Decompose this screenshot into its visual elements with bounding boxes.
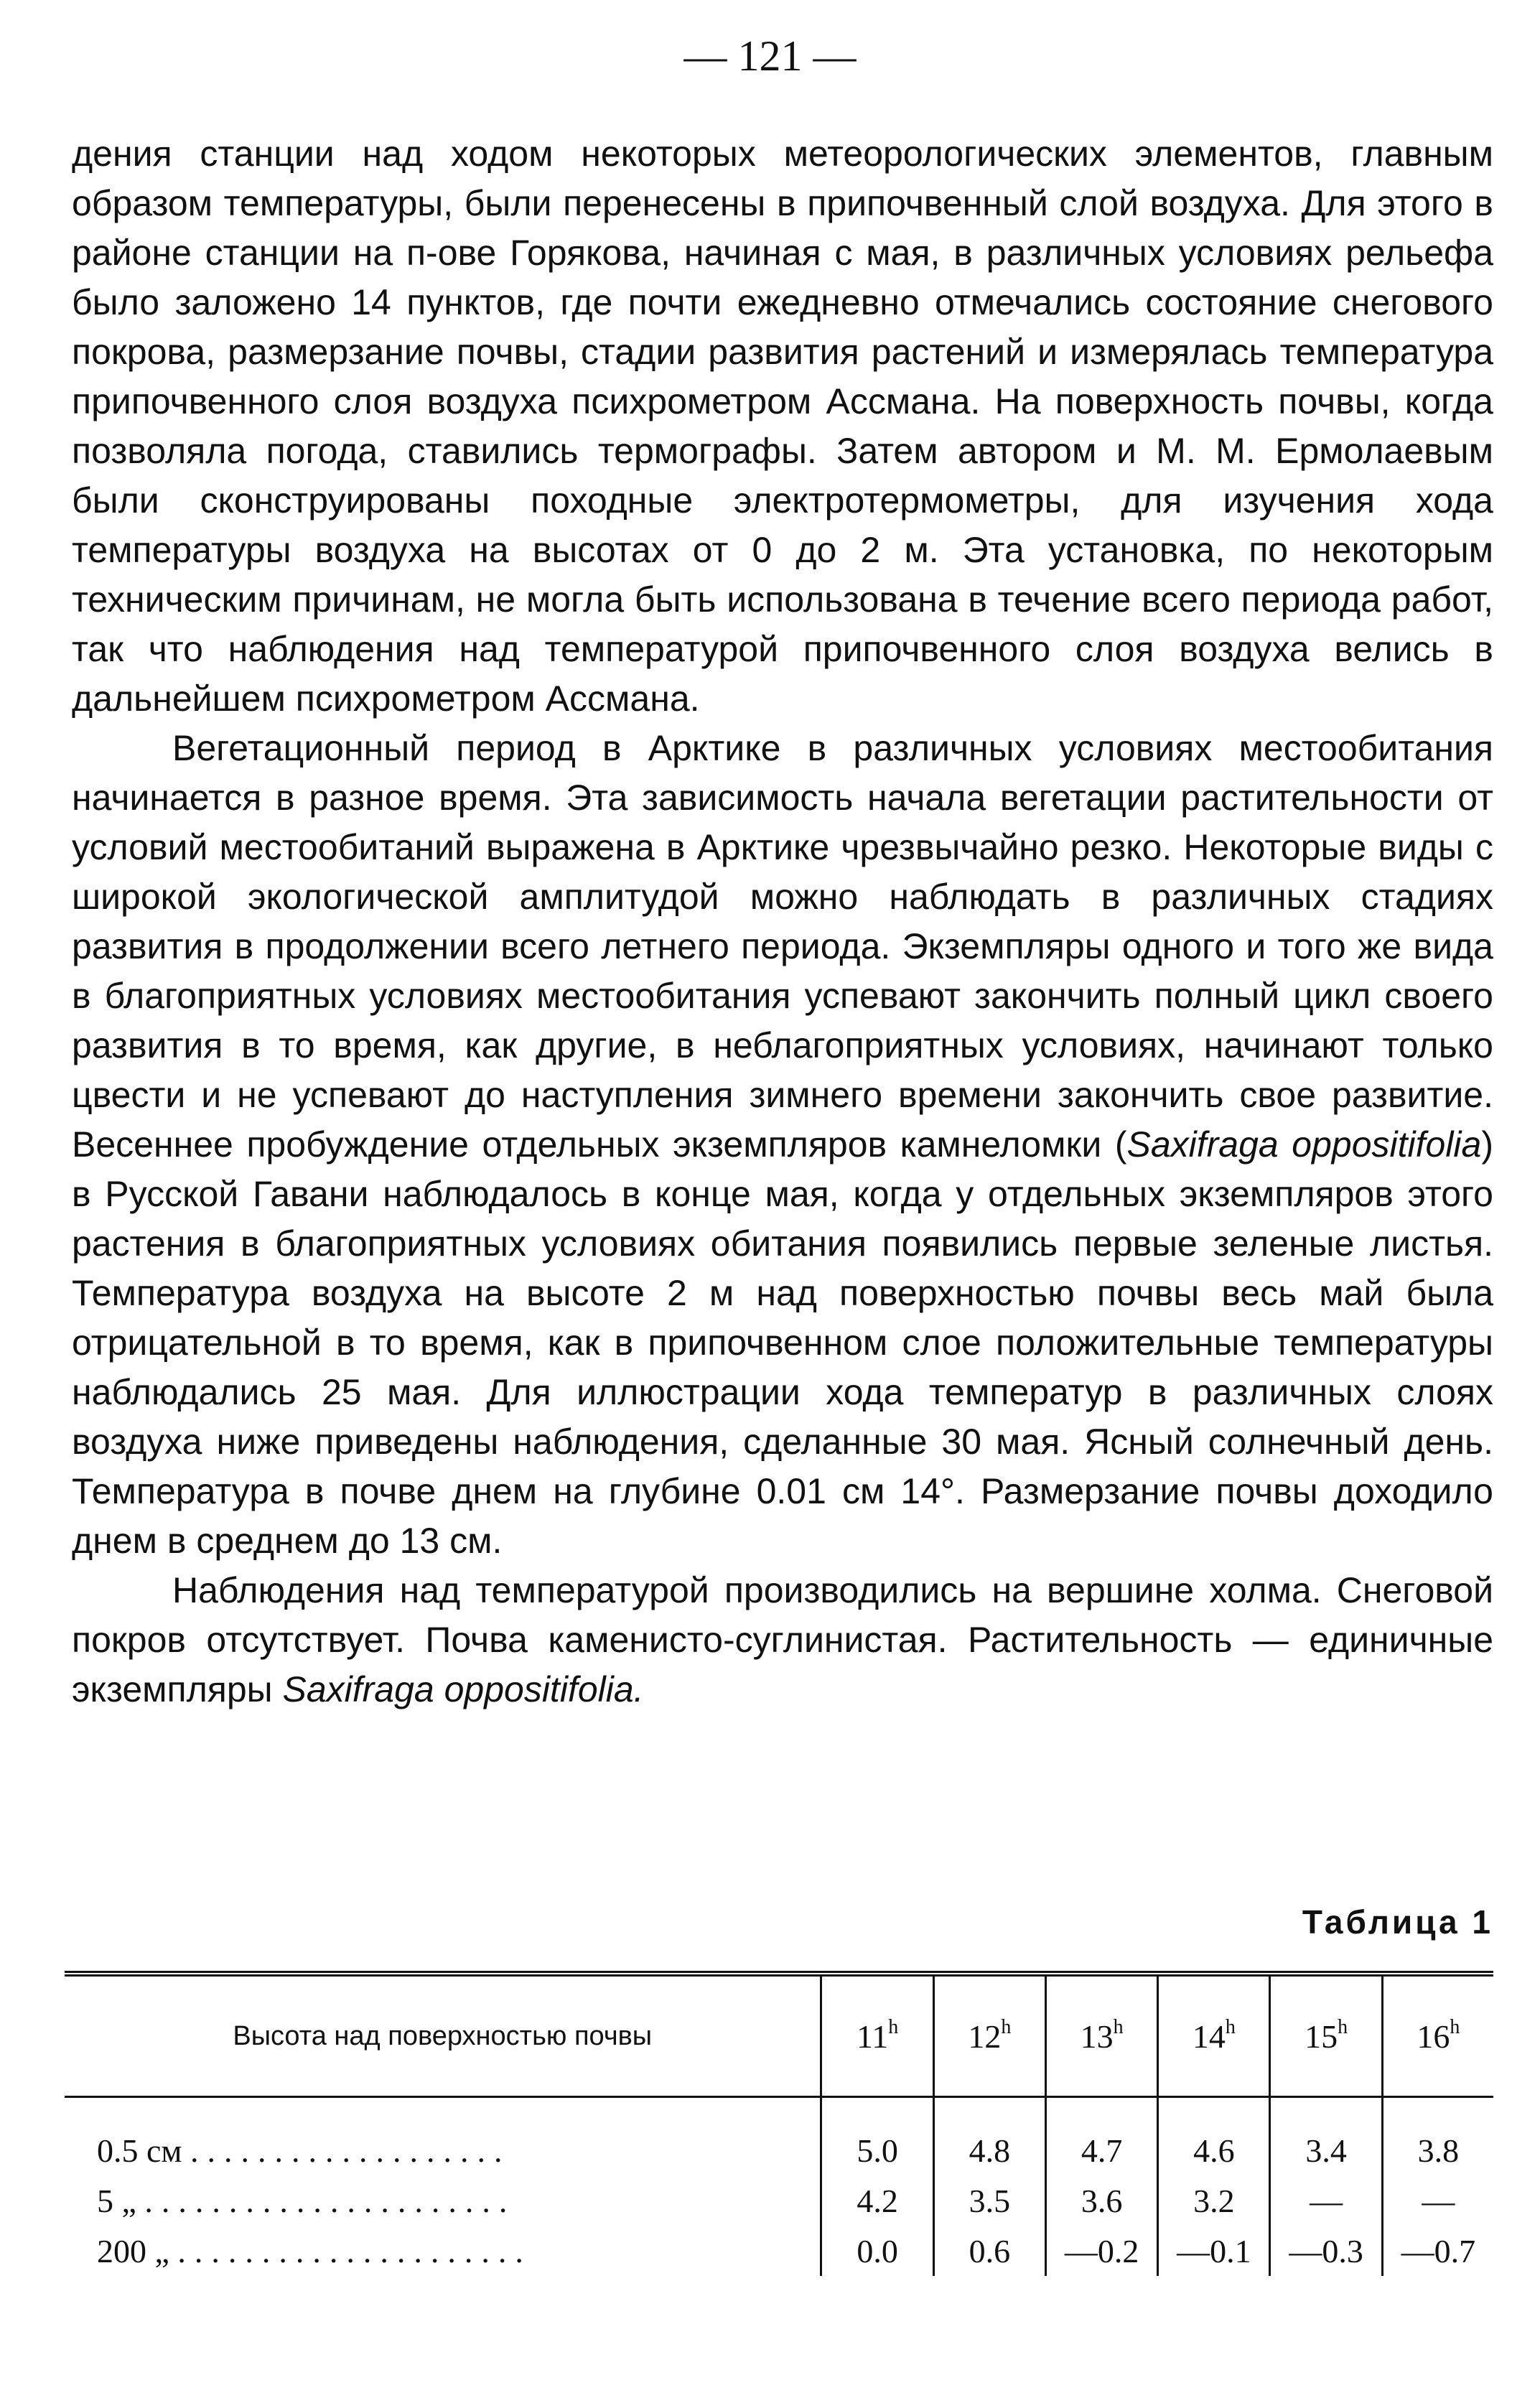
paragraph-2 (72, 724, 1493, 1566)
hour-column-header: 15$^h$ (1270, 1974, 1382, 2097)
table-cell: — (1270, 2175, 1382, 2226)
table-cell: 0.6 (933, 2226, 1045, 2276)
paragraph-3-text-a: Наблюдения над температурой производились на вершине холма. Снеговой покров отсутствует. Почва каменисто-суглинистая. Растительность — единичные экземпляры (72, 1570, 1493, 1709)
table-cell: — (1382, 2175, 1493, 2226)
hour-column-header: 11$^h$ (821, 1974, 933, 2097)
species-name: Saxifraga oppositifolia (1126, 1124, 1482, 1165)
table-cell: —0.2 (1045, 2226, 1157, 2276)
table-cell: 3.5 (933, 2175, 1045, 2226)
hour-column-header: 12$^h$ (933, 1974, 1045, 2097)
table-row (65, 2097, 1493, 2176)
table-cell: 3.4 (1270, 2097, 1382, 2176)
row-label: 5 „ ...................... (97, 2182, 516, 2219)
table-cell: 4.7 (1045, 2097, 1157, 2176)
table-header-row (65, 1974, 1493, 2097)
table-cell: 0.0 (821, 2226, 933, 2276)
paragraph-2-text-b: ) в Русской Гавани наблюдалось в конце мая, когда у отдельных экземпляров этого растения в благоприятных условиях обитания появились первые зеленые листья. Температура воздуха на высоте 2 м над поверхностью почвы весь май была отрицательной в то время, как в припочвенном слое положительные температуры наблюдались 25 мая. Для иллюстрации хода температур в различных слоях воздуха ниже приведены наблюдения, сделанные 30 мая. Ясный солнечный день. Температура в почве днем на глубине 0.01 см 14°. Размерзание почвы доходило днем в среднем до 13 см. (72, 1124, 1494, 1561)
table-cell: 4.2 (821, 2175, 933, 2226)
table-cell: —0.7 (1382, 2226, 1493, 2276)
page-number: — 121 — (683, 32, 857, 80)
table-cell: —0.1 (1158, 2226, 1270, 2276)
table-caption: Таблица 1 (1302, 1903, 1493, 1941)
hour-column-header: 14$^h$ (1158, 1974, 1270, 2097)
hour-column-header: 13$^h$ (1045, 1974, 1157, 2097)
table-cell: 3.8 (1382, 2097, 1493, 2176)
table-cell: —0.3 (1270, 2226, 1382, 2276)
body-text (72, 129, 1493, 1714)
table-cell: 4.8 (933, 2097, 1045, 2176)
table-cell: 4.6 (1158, 2097, 1270, 2176)
table-cell: 3.2 (1158, 2175, 1270, 2226)
paragraph-1: дения станции над ходом некоторых метеорологических элементов, главным образом температуры, были перенесены в припочвенный слой воздуха. Для этого в районе станции на п-ове Горякова, начиная с мая, в различных условиях рельефа было заложено 14 пунктов, где почти ежедневно отмечались состояние снегового покрова, размерзание почвы, стадии развития растений и измерялась температура припочвенного слоя воздуха психрометром Ассмана. На поверхность почвы, когда позволяла погода, ставились термографы. Затем автором и М. М. Ермолаевым были сконструированы походные электротермометры, для изучения хода температуры воздуха на высотах от 0 до 2 м. Эта установка, по некоторым техническим причинам, не могла быть использована в течение всего периода работ, так что наблюдения над температурой припочвенного слоя воздуха велись в дальнейшем психрометром Ассмана. (72, 134, 1493, 719)
temperature-table (65, 1971, 1493, 2276)
paragraph-3 (72, 1566, 1493, 1714)
table-row (65, 2175, 1493, 2226)
table-cell: 5.0 (821, 2097, 933, 2176)
paragraph-2-text-a: Вегетационный период в Арктике в различных условиях местообитания начинается в разное время. Эта зависимость начала вегетации растительности от условий местообитаний выражена в Арктике чрезвычайно резко. Некоторые виды с широкой экологической амплитудой можно наблюдать в различных стадиях развития в продолжении всего летнего периода. Экземпляры одного и того же вида в благоприятных условиях местообитания успевают закончить полный цикл своего развития в то время, как другие, в неблагоприятных условиях, начинают только цвести и не успевают до наступления зимнего времени закончить свое развитие. Весеннее пробуждение отдельных экземпляров камнеломки ( (72, 728, 1493, 1165)
hour-column-header: 16$^h$ (1382, 1974, 1493, 2097)
row-label: 200 „ ..................... (97, 2232, 532, 2269)
table-cell: 3.6 (1045, 2175, 1157, 2226)
table-label-header: Высота над поверхностью почвы (233, 2020, 653, 2051)
row-label: 0.5 см ................... (97, 2132, 511, 2169)
species-name: Saxifraga oppositifolia. (282, 1669, 644, 1709)
table-row (65, 2226, 1493, 2276)
